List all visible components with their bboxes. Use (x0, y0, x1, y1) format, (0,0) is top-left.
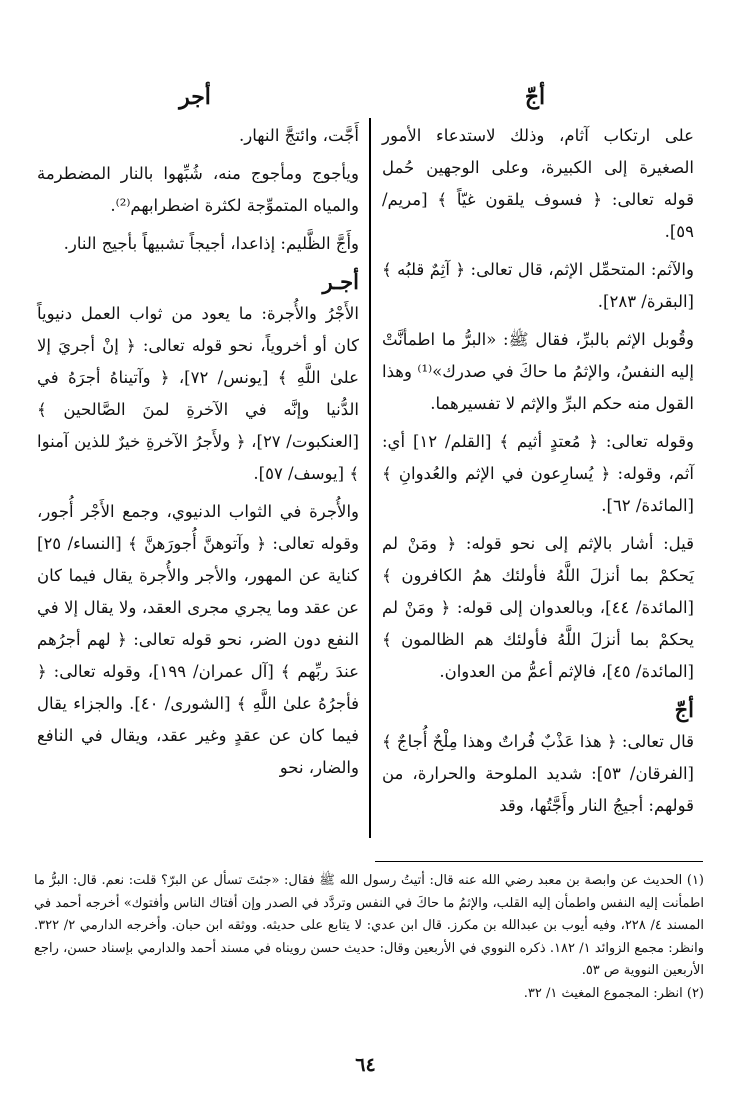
paragraph: على ارتكاب آثام، وذلك لاستدعاء الأمور الصغيرة إلى الكبيرة، وعلى الوجهين حُمل قوله تعالى: ﴿ فسوف يلقون غيّاً ﴾ [مريم/ ٥٩]. (382, 126, 694, 241)
paragraph: ويأجوج ومأجوج منه، شُبِّهوا بالنار المضطرمة والمياه المتموِّجة لكثرة اضطرابهم⁽²⁾. (37, 164, 359, 215)
footnote: (٢) انظر: المجموع المغيث ١/ ٣٢. (523, 985, 704, 1001)
paragraph: والآثم: المتحمِّل الإثم، قال تعالى: ﴿ آثِمٌ قلبُه ﴾ [البقرة/ ٢٨٣]. (382, 260, 694, 311)
header-left-word: أجر (179, 84, 211, 110)
paragraph: وأَجَّ الظَّليم: إذاعدا، أجيجاً تشبيهاً بأجيج النار. (63, 234, 359, 253)
paragraph: أَجَّت، وائتجَّ النهار. (238, 126, 359, 145)
entry-heading: أجـر (322, 269, 359, 294)
paragraph: والأُجرة في الثواب الدنيوي، وجمع الأَجْر أُجور، وقوله تعالى: ﴿ وآتوهنَّ أُجورَهنَّ ﴾ [النساء/ ٢٥] كناية عن المهور، والأجر والأُجرة يقال فيما كان عن عقد وما يجري مجرى العقد، ولا يقال إلا في النفع دون الضر، نحو قوله تعالى: ﴿ لهم أجرُهم عندَ ربِّهم ﴾ [آل عمران/ ١٩٩]، وقوله تعالى: ﴿ فأجرُهُ علىٰ اللَّهِ ﴾ [الشورى/ ٤٠]. والجزاء يقال فيما كان عن عقدٍ وغير عقد، ويقال في النافع والضار، نحو (37, 502, 359, 777)
footnote: (١) الحديث عن وابصة بن معبد رضي الله عنه قال: أتيتُ رسول الله ﷺ فقال: «جئتَ تسأل عن البرّ؟ قلت: نعم. قال: البرُّ ما اطمأنت إليه النفس واطمأن إليه القلب، والإثمُ ما حاكَ في النفس وتردَّد في الصدر وإن أفتاك الناس وأفتوك» أخرجه أحمد في المسند ٤/ ٢٢٨، وفيه أيوب بن عبدالله بن مكرز. قال ابن عدي: لا يتابع على حديثه. ووثقه ابن حبان. وأخرجه الدارمي ٢/ ٣٢٢. وانظر: مجمع الزوائد ١/ ١٨٢. ذكره النووي في الأربعين وقال: حديث حسن رويناه في مسند أحمد والدارمي بإسناد حسن، راجع الأربعين النووية ص ٥٣. (34, 873, 704, 978)
header-right-word: أجّ (524, 84, 546, 110)
left-column (37, 120, 359, 790)
footnote-rule (375, 861, 703, 862)
right-column (382, 120, 694, 828)
paragraph: وقُوبل الإثم بالبرِّ، فقال ﷺ: «البرُّ ما اطمأنَّتْ إليه النفسُ، والإثمُ ما حاكَ في صدرك»⁽¹⁾ وهذا القول منه حكم البرِّ والإثم لا تفسيرهما. (382, 330, 694, 413)
paragraph: قيل: أشار بالإثم إلى نحو قوله: ﴿ ومَنْ لم يَحكمْ بما أنزلَ اللَّهُ فأولئك همُ الكافرون ﴾ [المائدة/ ٤٤]، وبالعدوان إلى قوله: ﴿ ومَنْ لم يحكمْ بما أنزلَ اللَّهُ فأولئك هم الظالمون ﴾ [المائدة/ ٤٥]، فالإثم أعمُّ من العدوان. (382, 534, 694, 681)
paragraph: الأَجْرُ والأُجرة: ما يعود من ثواب العمل دنيوياً كان أو أخروياً، نحو قوله تعالى: ﴿ إنْ أجريَ إلا علىٰ اللَّهِ ﴾ [يونس/ ٧٢]، ﴿ وآتيناهُ أجرَهُ في الدُّنيا وإنَّه في الآخرةِ لمنَ الصَّالحين ﴾ [العنكبوت/ ٢٧]، ﴿ ولأَجرُ الآخرةِ خيرٌ للذين آمنوا ﴾ [يوسف/ ٥٧]. (37, 304, 359, 483)
paragraph: وقوله تعالى: ﴿ مُعتدٍ أثيم ﴾ [القلم/ ١٢] أي: آثم، وقوله: ﴿ يُسارِعون في الإثم والعُدوانِ ﴾ [المائدة/ ٦٢]. (382, 432, 694, 515)
footnotes (34, 870, 704, 1005)
paragraph: قال تعالى: ﴿ هذا عَذْبٌ فُراتٌ وهذا مِلْحٌ أُجاجٌ ﴾ [الفرقان/ ٥٣]: شديد الملوحة والحرارة، من قولهم: أجيجُ النار وأَجَّتُها، وقد (382, 732, 694, 815)
page-number: ٦٤ (355, 1054, 376, 1076)
entry-heading: أجّ (674, 697, 694, 722)
column-divider (369, 118, 371, 838)
